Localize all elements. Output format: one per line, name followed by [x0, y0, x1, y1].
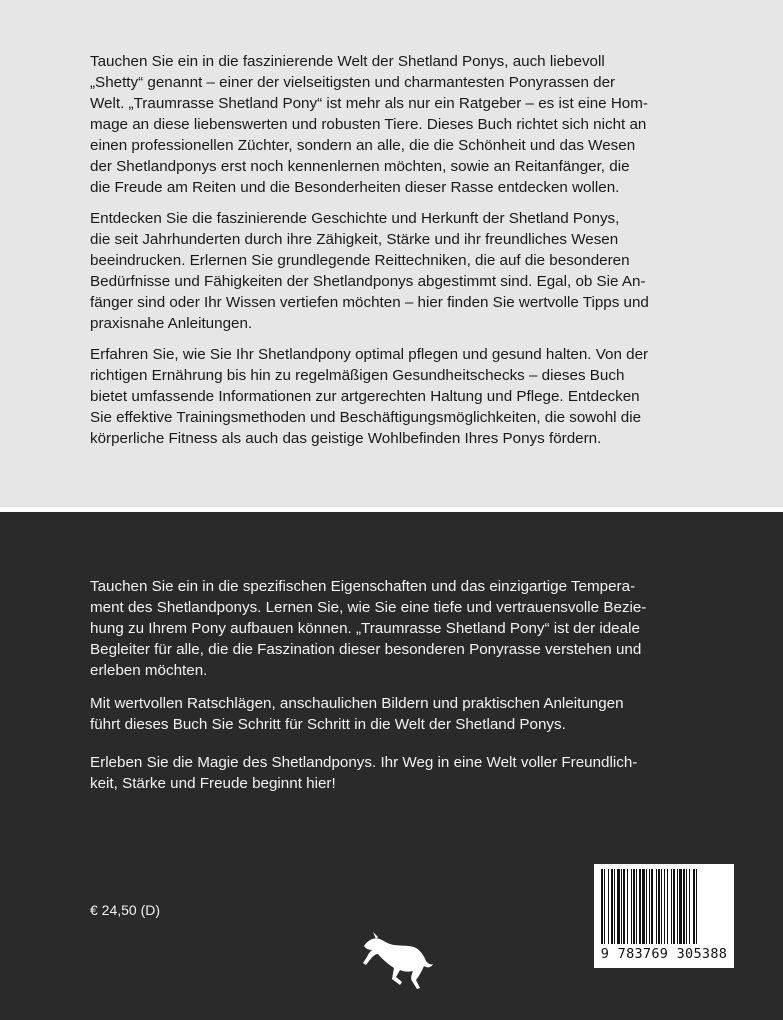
barcode-stripe [631, 869, 632, 944]
barcode-stripe [627, 869, 628, 944]
barcode-stripe [671, 869, 672, 944]
barcode-stripe [604, 869, 605, 944]
barcode-stripe [642, 869, 645, 944]
barcode-stripe [608, 869, 609, 944]
barcode-stripe [667, 869, 668, 944]
description-paragraph-3: Erfahren Sie, wie Sie Ihr Shetlandpony optimal pflegen und gesund halten. Von der richtigen Ernährung bis hin zu regelmäßigen Gesundheitschecks – dieses Buch bietet umfassende Informationen zur artgerechten Haltung und Pflege. Entdecken Sie effektive Trainingsmethoden und Beschäftigungsmöglichkeiten, die sowohl die körperliche Fitness als auch das geistige Wohlbefinden Ihres Ponys fördern. [90, 346, 649, 447]
barcode-stripe [614, 869, 615, 944]
barcode-stripe [617, 869, 620, 944]
price-label: € 24,50 (D) [90, 902, 161, 918]
barcode-stripe [639, 869, 641, 944]
barcode-stripe [673, 869, 675, 944]
barcode-stripe [693, 869, 695, 944]
barcode-stripe [633, 869, 635, 944]
barcode-stripe [683, 869, 685, 944]
barcode-stripe [601, 869, 603, 944]
description-paragraph-6: Erleben Sie die Magie des Shetlandponys. Ihr Weg in eine Welt voller Freundlich- keit, Stärke und Freude beginnt hier! [90, 754, 638, 792]
barcode-stripe [658, 869, 660, 944]
barcode [594, 864, 734, 968]
barcode-stripe [689, 869, 690, 944]
barcode-stripe [649, 869, 650, 944]
barcode-stripe [696, 869, 697, 944]
barcode-stripe [664, 869, 665, 944]
barcode-stripe [686, 869, 687, 944]
barcode-stripe [677, 869, 678, 944]
description-paragraph-4: Tauchen Sie ein in die spezifischen Eigenschaften und das einzigartige Tempera- ment des Shetlandponys. Lernen Sie, wie Sie eine tiefe und vertrauensvolle Bezie- hung zu Ihrem Pony aufbauen können. „Traumrasse Shetland Pony“ ist der ideale Begleiter für alle, die die Faszination dieser besonderen Ponyrasse verstehen und erleben möchten. [90, 578, 647, 679]
back-cover-top-section [0, 0, 783, 507]
barcode-stripe [636, 869, 637, 944]
barcode-number: 9 783769 305388 [600, 946, 728, 962]
barcode-stripe [623, 869, 625, 944]
back-cover-bottom-section [0, 512, 783, 1020]
barcode-stripe [621, 869, 622, 944]
barcode-stripe [651, 869, 653, 944]
barcode-stripe [611, 869, 613, 944]
description-paragraph-5: Mit wertvollen Ratschlägen, anschaulichen Bildern und praktischen Anleitungen führt dieses Buch Sie Schritt für Schritt in die Welt der Shetland Ponys. [90, 695, 624, 733]
description-paragraph-2: Entdecken Sie die faszinierende Geschichte und Herkunft der Shetland Ponys, die seit Jahrhunderten durch ihre Zähigkeit, Stärke und ihr freundliches Wesen beeindrucken. Erlernen Sie grundlegende Reittechniken, die auf die besonderen Bedürfnisse und Fähigkeiten der Shetlandponys abgestimmt sind. Egal, ob Sie An- fänger sind oder Ihr Wissen vertiefen möchten – hier finden Sie wertvolle Tipps und praxisnahe Anleitungen. [90, 210, 649, 332]
barcode-stripe [679, 869, 682, 944]
barcode-stripe [661, 869, 662, 944]
description-paragraph-1: Tauchen Sie ein in die faszinierende Welt der Shetland Ponys, auch liebevoll „Shetty“ genannt – einer der vielseitigsten und charmantesten Ponyrassen der Welt. „Traumrasse Shetland Pony“ ist mehr als nur ein Ratgeber – es ist eine Hom- mage an diese liebenswerten und robusten Tiere. Dieses Buch richtet sich nicht an einen professionellen Züchter, sondern an alle, die die Schönheit und das Wesen der Shetlandponys erst noch kennenlernen möchten, sowie an Reitanfänger, die die Freude am Reiten und die Besonderheiten dieser Rasse entdecken wollen. [90, 53, 648, 196]
jumping-horse-icon [358, 930, 434, 990]
barcode-stripe [646, 869, 647, 944]
barcode-bars [601, 869, 727, 944]
barcode-stripe [656, 869, 657, 944]
